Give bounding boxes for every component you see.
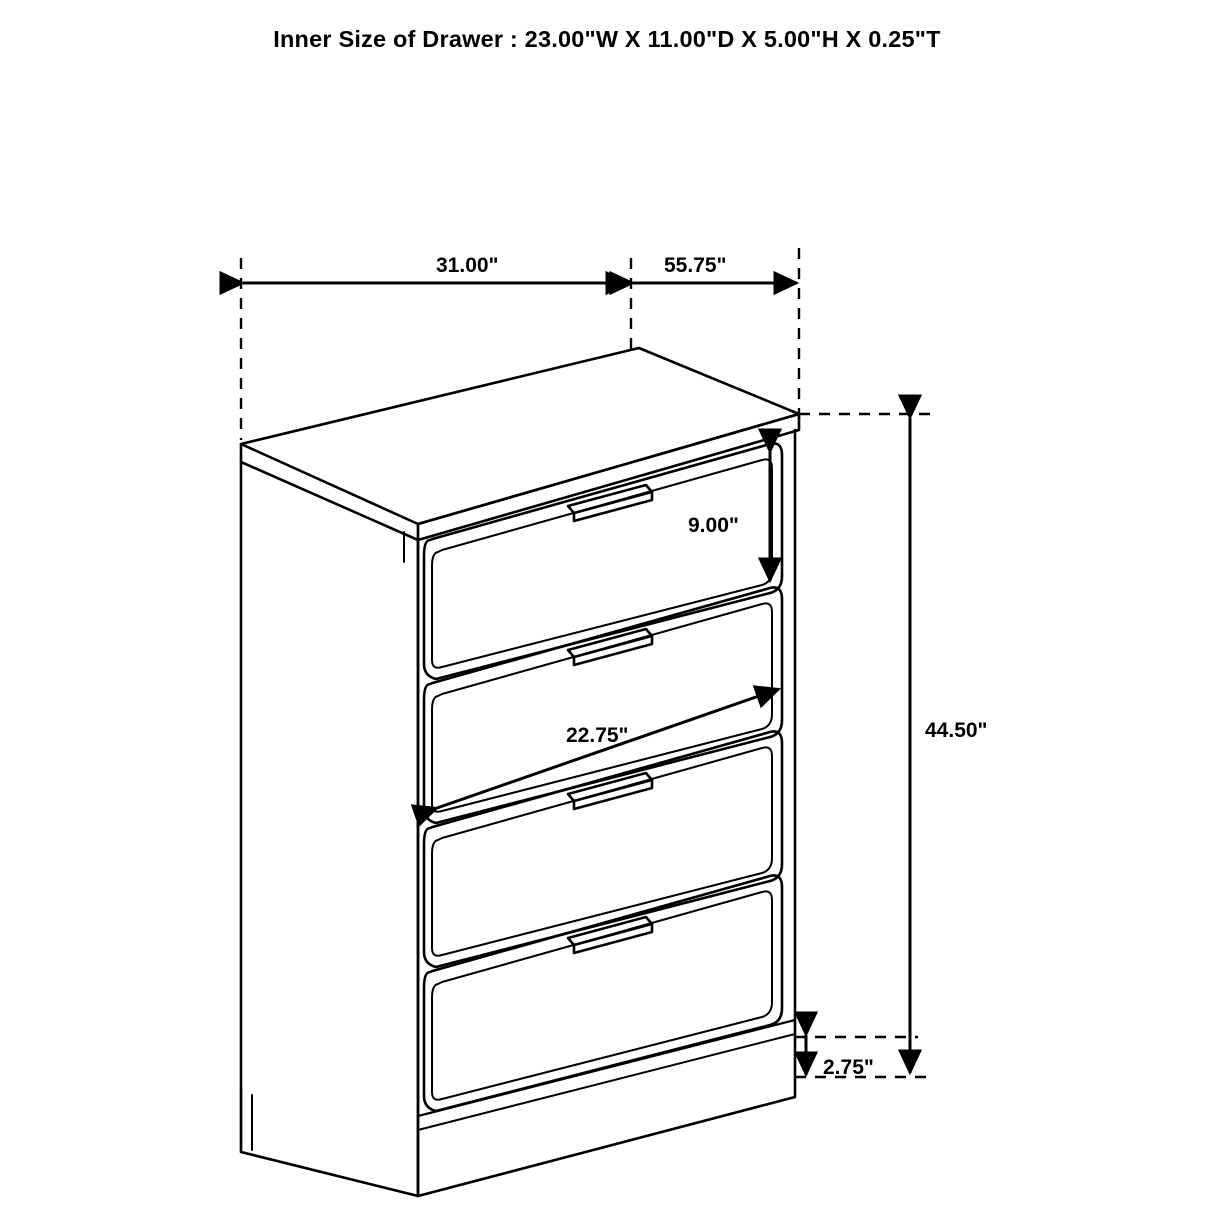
label-total-height: 44.50" xyxy=(925,719,988,742)
drawer-3 xyxy=(424,731,782,967)
drawer-1 xyxy=(424,443,782,679)
label-drawer-front-width: 22.75" xyxy=(566,724,629,747)
chest-corner-detail xyxy=(404,524,418,562)
chest-left-side xyxy=(241,462,418,1196)
label-base-height: 2.75" xyxy=(823,1056,874,1079)
chest-base-plinth xyxy=(241,1034,795,1196)
chest-top-panel xyxy=(241,348,799,540)
page-title: Inner Size of Drawer : 23.00"W X 11.00"D X 5.00"H X 0.25"T xyxy=(273,26,941,52)
chest-illustration xyxy=(241,348,799,1196)
drawer-1-handle xyxy=(568,485,652,521)
label-width-front: 31.00" xyxy=(436,254,499,277)
drawer-4 xyxy=(424,875,782,1111)
dimension-arrows xyxy=(243,283,910,1075)
label-depth-side: 55.75" xyxy=(664,254,727,277)
label-drawer-height: 9.00" xyxy=(688,514,739,537)
